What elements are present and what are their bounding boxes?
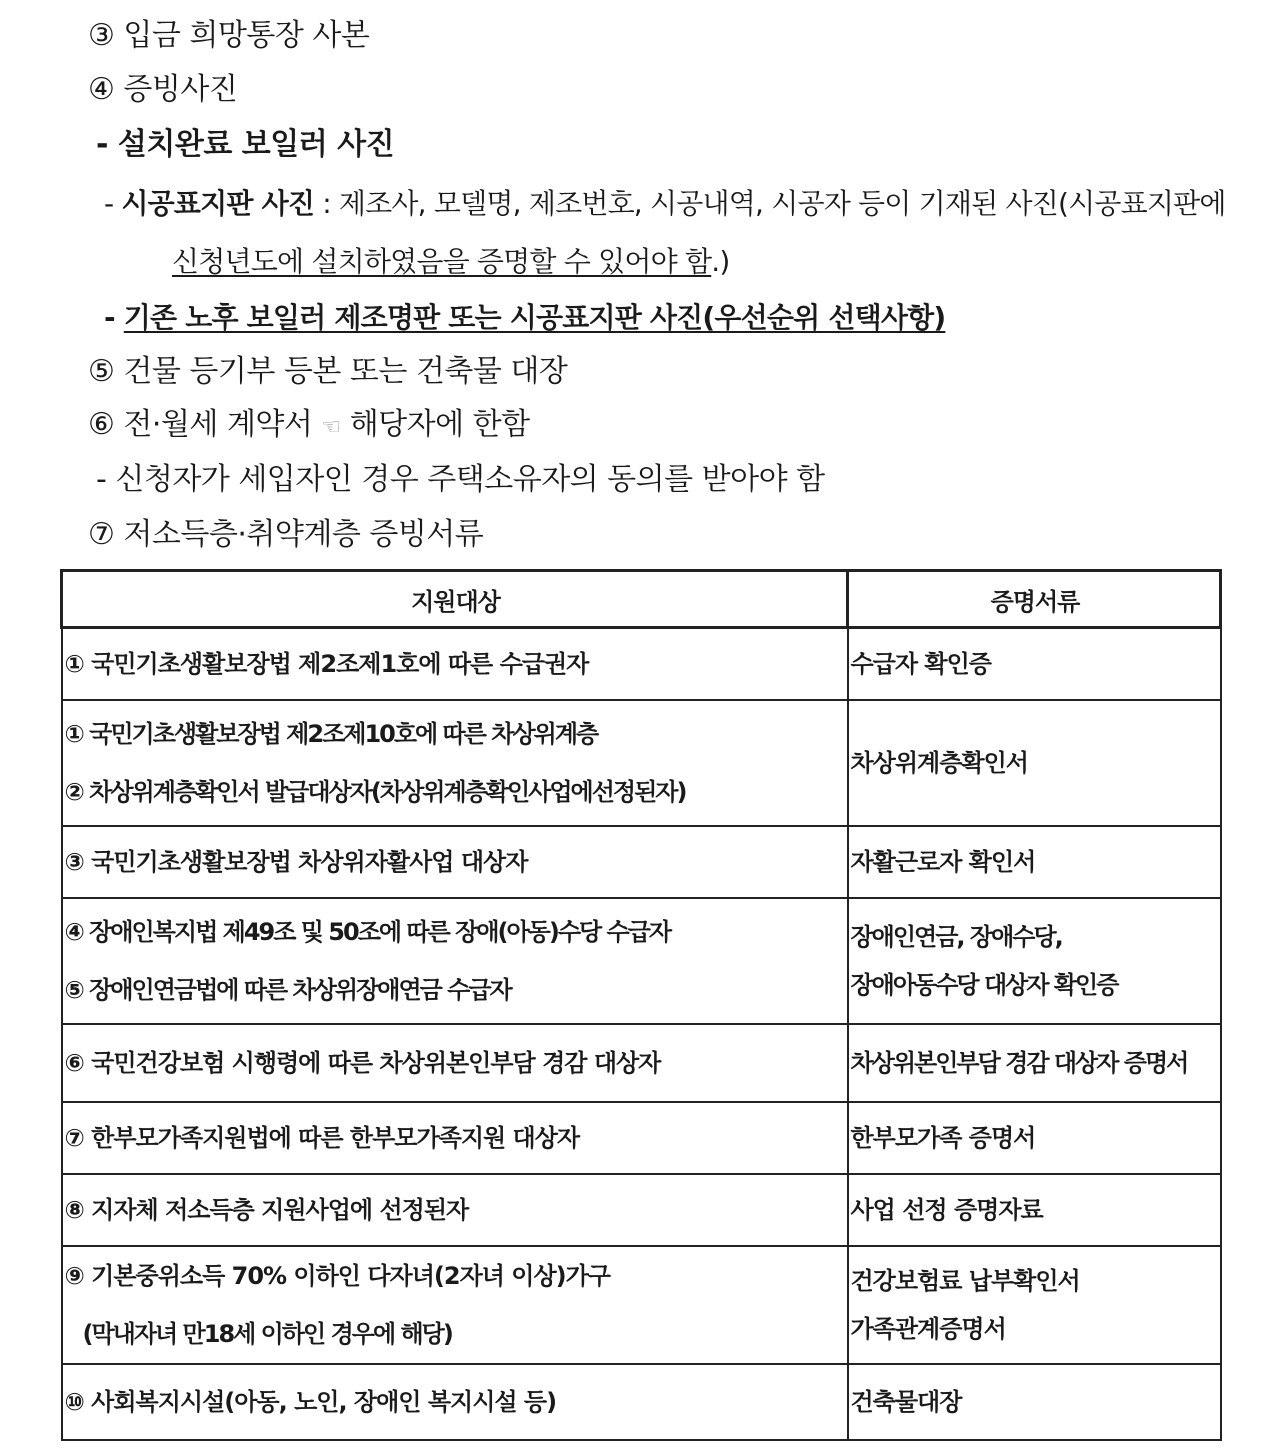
eligibility-docs-table [60, 569, 1222, 1441]
paren-close: .) [711, 245, 730, 278]
target-cell: ⑥ 국민건강보험 시행령에 따른 차상위본인부담 경감 대상자 [62, 1024, 848, 1102]
dash: - [104, 301, 124, 334]
target-cell: ⑨ 기본중위소득 70% 이하인 다자녀(2자녀 이상)가구 (막내자녀 만18세 이하인 경우에 해당) [62, 1246, 848, 1364]
item-tenant-consent: - 신청자가 세입자인 경우 주택소유자의 동의를 받아야 함 [96, 462, 825, 497]
table-row [62, 1024, 1221, 1102]
target-cell: ① 국민기초생활보장법 제2조제1호에 따른 수급권자 [62, 628, 848, 700]
construction-sign-desc: : 제조사, 모델명, 제조번호, 시공내역, 시공자 등이 기재된 사진(시공표지판에 [314, 187, 1226, 220]
target-cell: ③ 국민기초생활보장법 차상위자활사업 대상자 [62, 826, 848, 898]
construction-sign-note [172, 242, 729, 282]
item-old-boiler-plate-photo [104, 298, 945, 338]
target-cell: ① 국민기초생활보장법 제2조제10호에 따른 차상위계층 ② 차상위계층확인서 발급대상자(차상위계층확인사업에선정된자) [62, 700, 848, 826]
header-support-target: 지원대상 [62, 571, 848, 628]
lease-contract-note: 해당자에 한함 [340, 407, 530, 442]
table-row [62, 1102, 1221, 1174]
item-low-income-docs: ⑦ 저소득층·취약계층 증빙서류 [88, 517, 484, 552]
dash: - [104, 187, 122, 220]
install-year-proof-text: 신청년도에 설치하였음을 증명할 수 있어야 함 [172, 245, 712, 278]
docs-cell: 건강보험료 납부확인서 가족관계증명서 [848, 1246, 1221, 1364]
header-proof-documents: 증명서류 [848, 571, 1221, 628]
docs-cell: 건축물대장 [848, 1364, 1221, 1440]
docs-cell: 사업 선정 증명자료 [848, 1174, 1221, 1246]
docs-cell: 한부모가족 증명서 [848, 1102, 1221, 1174]
table-row [62, 1246, 1221, 1364]
item-deposit-bankbook: ③ 입금 희망통장 사본 [88, 18, 370, 53]
item-lease-contract [88, 405, 530, 448]
table-header-row [62, 571, 1221, 628]
docs-cell: 장애인연금, 장애수당, 장애아동수당 대상자 확인증 [848, 898, 1221, 1024]
target-cell: ④ 장애인복지법 제49조 및 50조에 따른 장애(아동)수당 수급자 ⑤ 장애인연금법에 따른 차상위장애연금 수급자 [62, 898, 848, 1024]
item-evidence-photos: ④ 증빙사진 [88, 72, 238, 107]
table-row [62, 700, 1221, 826]
old-boiler-plate-text: 기존 노후 보일러 제조명판 또는 시공표지판 사진(우선순위 선택사항) [123, 301, 946, 334]
docs-cell: 차상위본인부담 경감 대상자 증명서 [848, 1024, 1221, 1102]
table-row [62, 898, 1221, 1024]
table-row [62, 1174, 1221, 1246]
docs-cell: 차상위계층확인서 [848, 700, 1221, 826]
item-construction-sign-photo [104, 184, 1226, 224]
table-row [62, 628, 1221, 700]
pointing-hand-icon: ☜ [321, 415, 341, 440]
table-row [62, 826, 1221, 898]
construction-sign-label: 시공표지판 사진 [121, 187, 315, 220]
docs-cell: 자활근로자 확인서 [848, 826, 1221, 898]
docs-cell: 수급자 확인증 [848, 628, 1221, 700]
target-cell: ⑩ 사회복지시설(아동, 노인, 장애인 복지시설 등) [62, 1364, 848, 1440]
item-installed-boiler-photo: - 설치완료 보일러 사진 [96, 127, 395, 162]
target-cell: ⑧ 지자체 저소득층 지원사업에 선정된자 [62, 1174, 848, 1246]
table-row [62, 1364, 1221, 1440]
lease-contract-label: ⑥ 전·월세 계약서 [88, 407, 322, 442]
target-cell: ⑦ 한부모가족지원법에 따른 한부모가족지원 대상자 [62, 1102, 848, 1174]
item-building-register: ⑤ 건물 등기부 등본 또는 건축물 대장 [88, 354, 568, 389]
